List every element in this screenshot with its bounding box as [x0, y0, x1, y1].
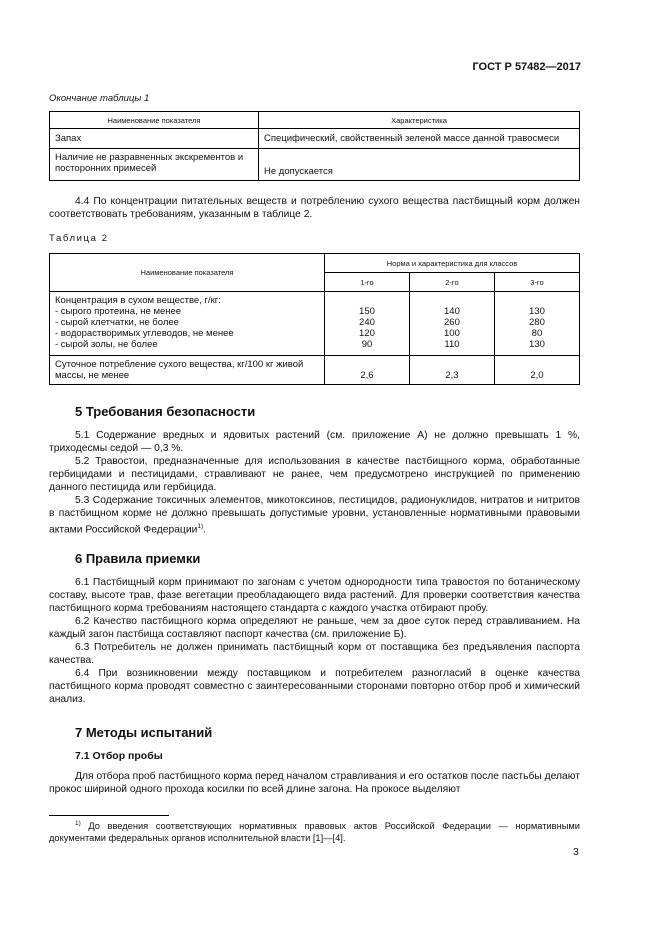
footnote-text: До введения соответствующих нормативных правовых актов Российской Федерации — нормативными документами федеральных органов исполнительной власти [1]—[4].	[49, 821, 580, 844]
table2-row1-label	[50, 292, 325, 356]
document-header: ГОСТ Р 57482—2017	[472, 61, 581, 73]
paragraph-5-3-text: 5.3 Содержание токсичных элементов, микотоксинов, пестицидов, радионуклидов, нитратов и нитритов в пастбищном корме не должно превышать допустимые уровни, установленные нормативными правовыми актами Российской Федерации	[49, 495, 580, 536]
value-cell: 80	[531, 328, 543, 339]
paragraph-4-4: 4.4 По концентрации питательных веществ и потреблению сухого вещества пастбищный корм должен соответствовать требованиям, указанным в таблице 2.	[49, 196, 580, 220]
value-cell: 2,3	[409, 356, 494, 385]
label-line: - водорастворимых углеводов, не менее	[55, 328, 234, 339]
table2-col-1	[325, 292, 410, 356]
value-cell: 280	[529, 317, 545, 328]
section-6-title: 6 Правила приемки	[75, 551, 201, 566]
table2-row2-label: Суточное потребление сухого вещества, кг/100 кг живой массы, не менее	[50, 356, 325, 385]
value-cell: 2,6	[325, 356, 410, 385]
value-cell: 240	[359, 317, 375, 328]
table-row	[50, 292, 580, 356]
table1-caption: Окончание таблицы 1	[49, 93, 150, 104]
value-cell: 140	[444, 306, 460, 317]
section-7-1-title: 7.1 Отбор пробы	[75, 750, 163, 762]
footnote-ref: 1)	[197, 523, 204, 530]
table1-cell: Запах	[50, 129, 259, 149]
table1-cell: Не допускается	[259, 149, 580, 181]
value-cell: 130	[529, 306, 545, 317]
table-row	[50, 129, 580, 149]
value-cell: 260	[444, 317, 460, 328]
value-cell: 150	[359, 306, 375, 317]
table1-cell: Специфический, свойственный зеленой массе данной травосмеси	[259, 129, 580, 149]
value-cell: 130	[529, 339, 545, 350]
paragraph-5-3	[49, 494, 580, 536]
label-line: - сырой клетчатки, не более	[55, 317, 179, 328]
footnote-divider	[49, 815, 169, 816]
section-5-title: 5 Требования безопасности	[75, 404, 256, 419]
table2-class-1: 1-го	[325, 273, 410, 292]
paragraph-5-3-end: .	[203, 524, 206, 536]
table-row	[50, 356, 580, 385]
paragraph-6-3: 6.3 Потребитель не должен принимать пастбищный корм от поставщика без предъявления паспорта качества.	[49, 642, 580, 666]
value-cell: 120	[359, 328, 375, 339]
paragraph-6-1: 6.1 Пастбищный корм принимают по загонам с учетом однородности типа травостоя по ботаническому составу, высоте трав, фазе вегетации преобладающего вида растений. Для проверки соответствия качества пастбищного корма требованиям настоящего стандарта с каждого участка отбирают пробу.	[49, 577, 580, 614]
paragraph-5-2: 5.2 Травостои, предназначенные для использования в качестве пастбищного корма, обработанные гербицидами и пестицидами, стравливают не ранее, чем предусмотрено инструкцией по применению данного пестицида или гербицида.	[49, 456, 580, 493]
label-line: - сырого протеина, не менее	[55, 306, 182, 317]
page-number: 3	[573, 846, 579, 858]
table1	[49, 111, 580, 181]
value-cell: 90	[361, 339, 373, 350]
table2-header-group: Норма и характеристика для классов	[325, 254, 580, 273]
table2-col-3	[494, 292, 579, 356]
footnote	[49, 818, 580, 844]
table2	[49, 253, 580, 385]
table2-col-2	[409, 292, 494, 356]
label-line: - сырой золы, не более	[55, 339, 158, 350]
label-line: Концентрация в сухом веществе, г/кг:	[55, 295, 221, 306]
paragraph-7-1: Для отбора проб пастбищного корма перед началом стравливания и его остатков после пастьбы делают прокос шириной одного прохода косилки по всей длине загона. На прокосе выделяют	[49, 771, 580, 795]
value-cell: 110	[444, 339, 460, 350]
paragraph-6-4: 6.4 При возникновении между поставщиком и потребителем разногласий в оценке качества пастбищного корма проводят совместно с заинтересованными сторонами повторно отбор проб и химический анализ.	[49, 668, 580, 705]
table2-class-2: 2-го	[409, 273, 494, 292]
table-row	[50, 149, 580, 181]
table1-header-name: Наименование показателя	[50, 112, 259, 129]
table1-header-value: Характеристика	[259, 112, 580, 129]
table2-header-name: Наименование показателя	[50, 254, 325, 292]
value-cell: 100	[444, 328, 460, 339]
section-7-title: 7 Методы испытаний	[75, 725, 213, 740]
paragraph-5-1: 5.1 Содержание вредных и ядовитых растений (см. приложение А) не должно превышать 1 %, триходесмы седой — 0,3 %.	[49, 430, 580, 454]
table2-caption: Таблица 2	[49, 233, 109, 244]
paragraph-6-2: 6.2 Качество пастбищного корма определяют не раньше, чем за двое суток перед стравливанием. На каждый загон пастбища составляют паспорт качества (см. приложение Б).	[49, 616, 580, 640]
value-cell: 2,0	[494, 356, 579, 385]
footnote-mark: 1)	[75, 820, 81, 827]
table2-class-3: 3-го	[494, 273, 579, 292]
table1-cell: Наличие не разравненных экскрементов и посторонних примесей	[50, 149, 259, 181]
